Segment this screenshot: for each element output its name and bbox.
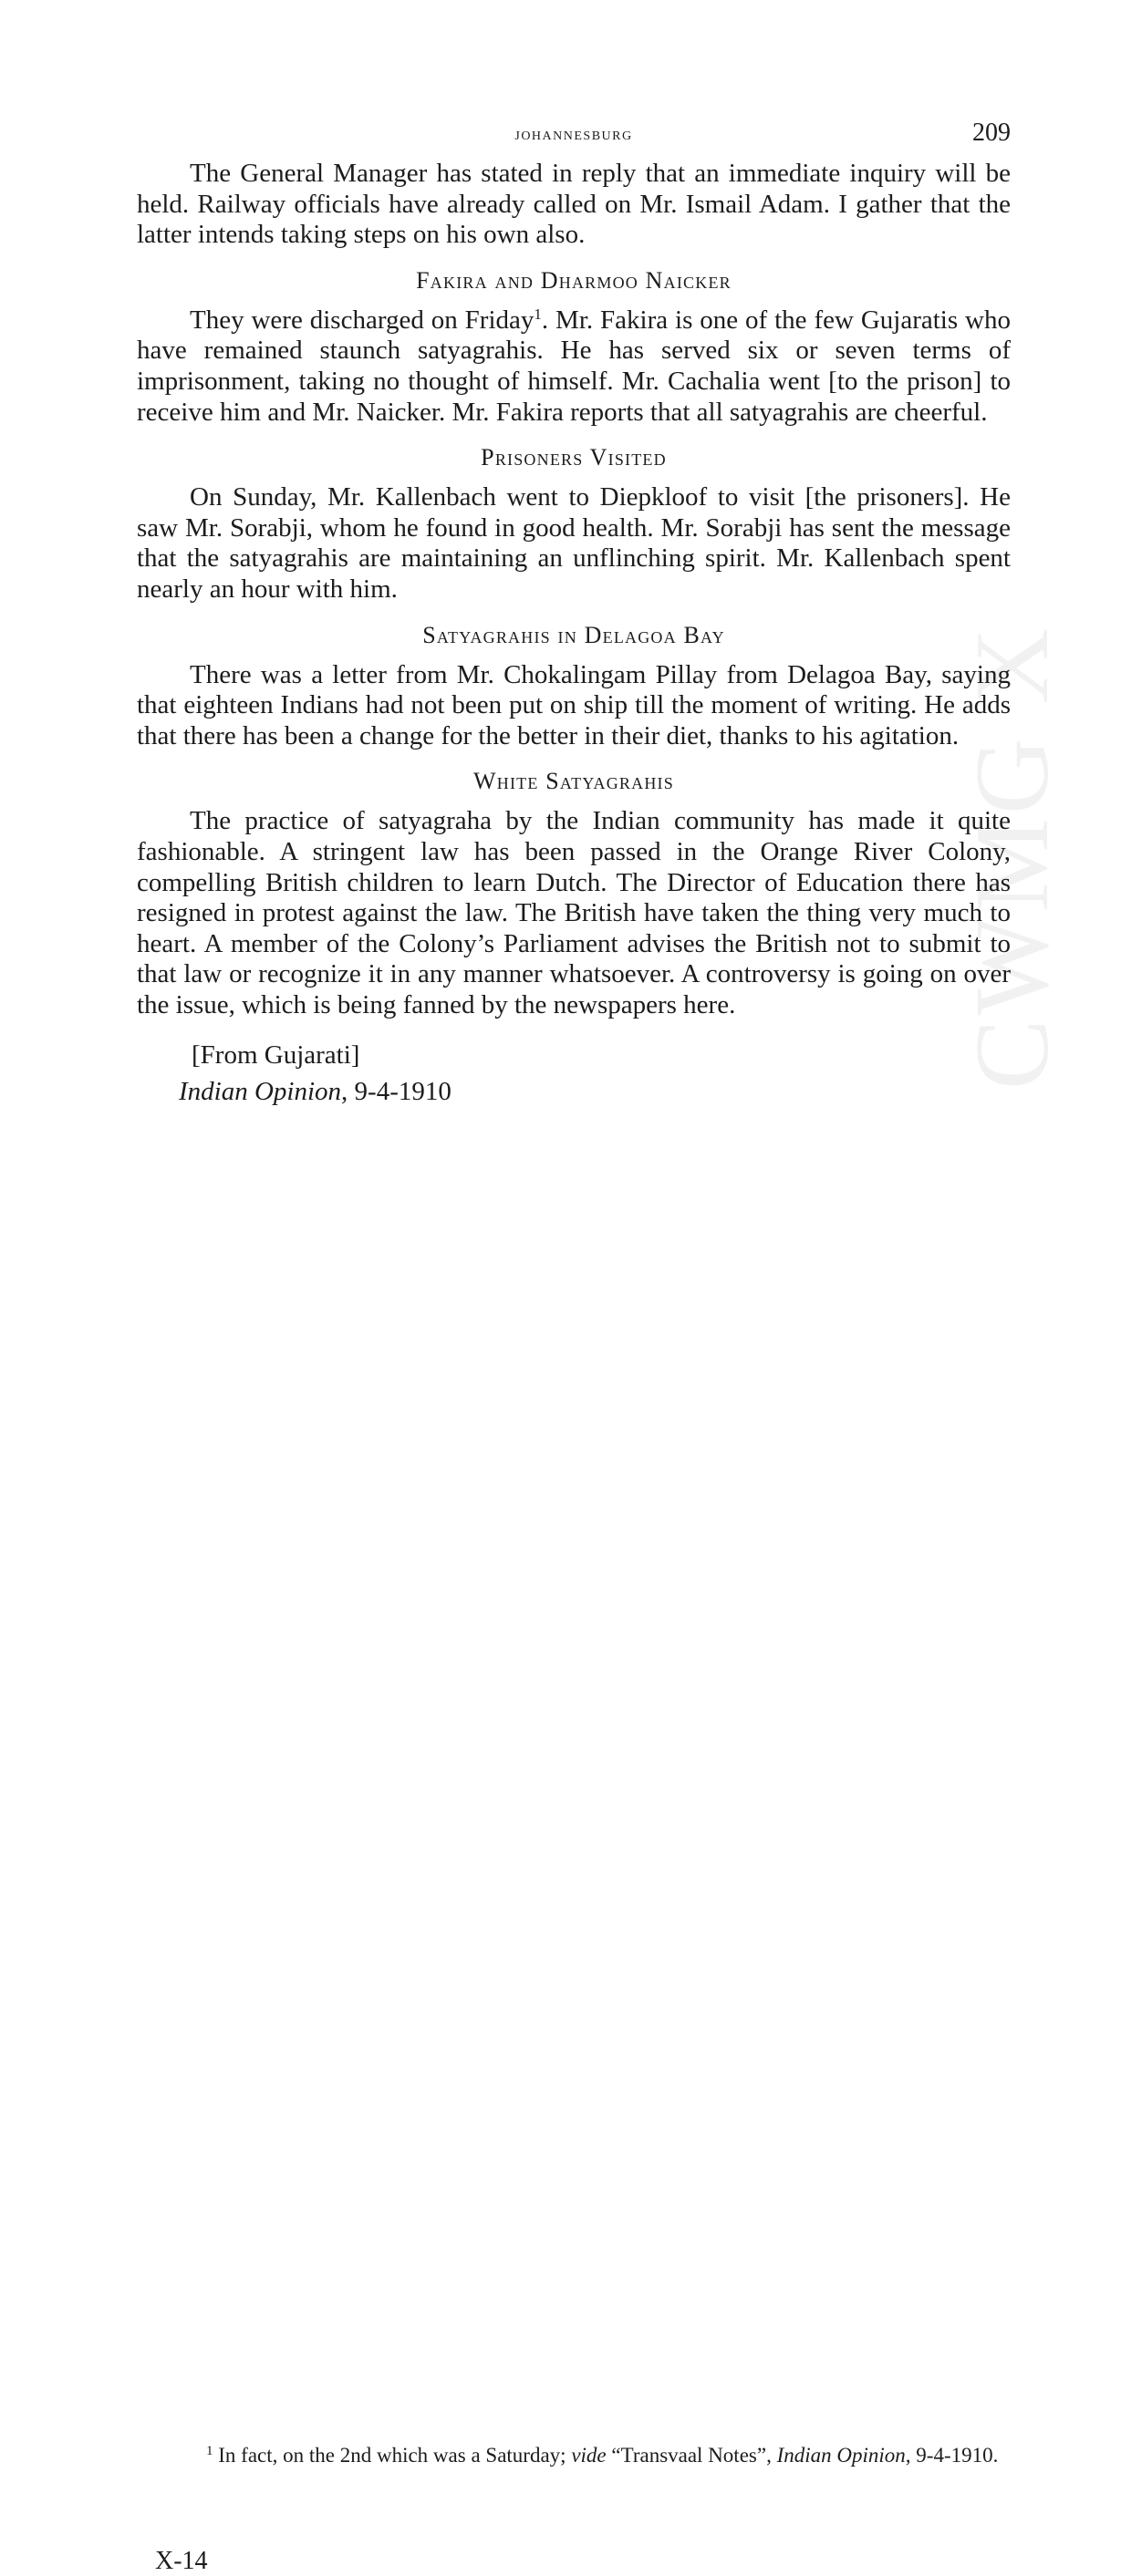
page-body [137, 119, 1011, 1110]
paragraph-text-after-note: . Mr. Fakira is one of the few Gujaratis who have remained staunch satyagrahis. He has served six or seven terms of imprisonment, taking no thought of himself. Mr. Cachalia went [to the prison] to receive him and Mr. Naicker. Mr. Fakira reports that all satyagrahis are cheerful. [137, 305, 1011, 427]
intro-paragraph: The General Manager has stated in reply that an immediate inquiry will be held. Railway officials have already called on Mr. Ismail Adam. I gather that the latter intends taking steps on his own also. [137, 159, 1011, 250]
section-paragraph-delagoa: There was a letter from Mr. Chokalingam Pillay from Delagoa Bay, saying that eighteen Indians had not been put on ship till the moment of writing. He adds that there has been a change for the better in their diet, thanks to his agitation. [137, 659, 1011, 750]
footnote-text [137, 2439, 1017, 2472]
source-publication-line [179, 1073, 1011, 1110]
footnote-publication: Indian Opinion [776, 2444, 906, 2467]
section-heading-white: White Satyagrahis [473, 768, 674, 795]
footnote-marker: 1 [206, 2444, 213, 2459]
running-head [137, 119, 1011, 155]
section-paragraph-prisoners: On Sunday, Mr. Kallenbach went to Diepkloof to visit [the prisoners]. He saw Mr. Sorabji, whom he found in good health. Mr. Sorabji has sent the message that the satyagrahis are maintaining an unflinching spirit. Mr. Kallenbach spent nearly an hour with him. [137, 482, 1011, 604]
signature-mark: X-14 [155, 2547, 208, 2576]
section-paragraph-fakira [137, 305, 1011, 428]
section-paragraph-white: The practice of satyagraha by the Indian community has made it quite fashionable. A stringent law has been passed in the Orange River Colony, compelling British children to learn Dutch. The Director of Education there has resigned in protest against the law. The British have taken the thing very much to heart. A member of the Colony’s Parliament advises the British not to submit to that law or recognize it in any manner whatsoever. A controversy is going on over the issue, which is being fanned by the newspapers here. [137, 806, 1011, 1019]
paragraph-text-before-note: They were discharged on Friday [190, 305, 535, 335]
source-date: , 9-4-1910 [341, 1077, 452, 1107]
footnote-vide: vide [571, 2444, 607, 2467]
running-head-title: johannesburg [514, 124, 633, 144]
footnote-text-a: In fact, on the 2nd which was a Saturday; [213, 2444, 572, 2467]
page-number: 209 [972, 119, 1011, 147]
footnote [137, 2439, 1017, 2472]
source-citation [137, 1037, 1011, 1110]
footnote-reference[interactable]: 1 [534, 305, 542, 323]
section-heading-prisoners: Prisoners Visited [481, 444, 667, 471]
source-language-note: [From Gujarati] [192, 1040, 360, 1071]
footnote-date: , 9-4-1910. [905, 2444, 999, 2467]
footnote-text-b: “Transvaal Notes”, [606, 2444, 777, 2467]
section-heading-delagoa: Satyagrahis in Delagoa Bay [422, 621, 725, 648]
section-heading-fakira: Fakira and Dharmoo Naicker [416, 266, 732, 294]
source-publication: Indian Opinion [179, 1077, 342, 1107]
volume-watermark: CWMG X [954, 624, 1071, 1091]
